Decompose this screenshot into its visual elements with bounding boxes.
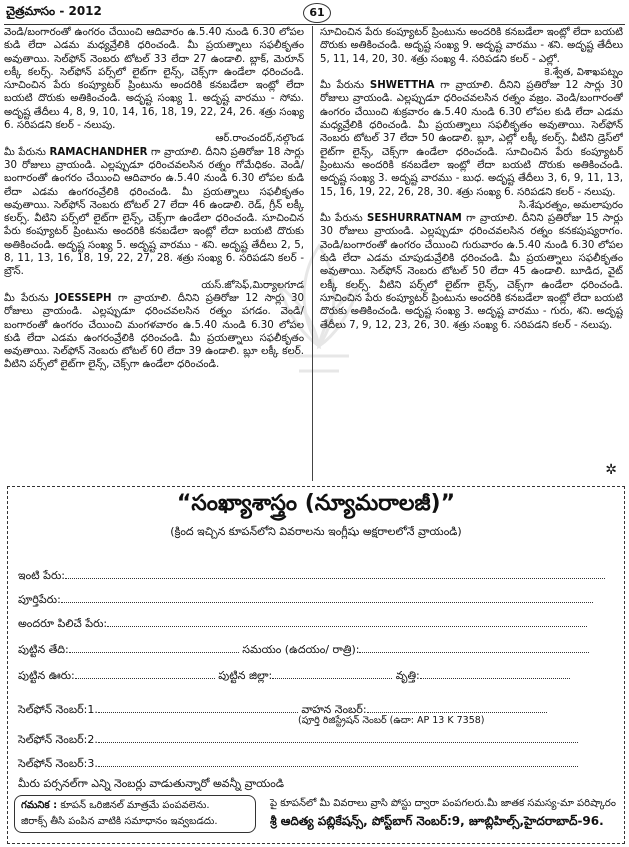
left-byline-2: యస్.జోసెఫ్,మిర్యాలగూడ <box>201 279 304 291</box>
cellphone-2-field[interactable] <box>18 731 578 747</box>
right-entry-3-text <box>320 212 623 332</box>
right-entry-1-text: సూచించిన పేరు కంప్యూటర్ ప్రింటును అందరికి కనబడేలా ఇంట్లో లేదా బయటి దొరుకు అతికించండి. అదృష్ట సంఖ్య 9. అదృష్ట వారము - శని. అదృష్ట తేదీలు 5, 11, 14, 20, 30. శత్రు సంఖ్య 4. సరిపడని కలర్ - ఎల్లో. <box>320 27 623 65</box>
coupon-subtitle: (క్రింద ఇచ్చిన కూపన్‌లోని వివరాలను ఇంగ్లీషు అక్షరాలలోనే వ్రాయండి) <box>170 525 462 538</box>
time-label: సమయం (ఉదయం/ రాత్రి): <box>242 643 360 656</box>
magazine-title: చైత్రమాసం - 2012 <box>6 4 102 18</box>
fullname-label: పూర్తిపేరు: <box>18 593 61 606</box>
numerology-coupon <box>7 486 625 844</box>
cellphone-2-label: సెల్‌ఫోన్ నెంబర్:2. <box>18 733 98 746</box>
left-entry-2-intro: మీ పేరును <box>4 146 50 158</box>
warning-label: గమనిక : <box>21 800 58 811</box>
left-entry-3-body: గా వ్రాయాలి. దీనిని ప్రతిరోజు 12 సార్లు 30 రోజులు వ్రాయండి. ఎల్లప్పుడూ ధరించవలసిన రత్నం పగడం. వెండి/బంగారంతో ఉంగరం చేయించి మంగళవారం ఉ.5.40 నుండి 6.30 లోపల కుడి లేదా ఎడమ ఉంగరంవ్రేలికి ధరించండి. మీ ప్రయత్నాలు సఫలీకృతం అవుతాయి. సెల్‌ఫోన్ నెంబరు టోటల్ 60 లేదా 39 ఉండాలి. బ్లూ లక్కీ కలర్. వీటిని పర్స్‌లో లైట్‌గా లైన్స్, చెక్స్‌గా ఉండేలా ధరించండి. <box>4 292 304 371</box>
right-entry-3-name: SESHURRATNAM <box>367 213 462 225</box>
dob-label: పుట్టిన తేది: <box>18 643 69 656</box>
left-byline-1: ఆర్.రాంచందర్,నల్గొండ <box>215 133 304 145</box>
right-entry-2-name: SHWETTHA <box>369 80 435 92</box>
callname-label: అందరూ పిలిచే పేరు: <box>18 617 108 630</box>
page-number: 61 <box>303 3 331 23</box>
vehicle-label: వాహన నెంబర్: <box>301 703 367 716</box>
end-star-icon: ✲ <box>605 461 617 478</box>
warning-line-1: కూపన్ ఒరిజినల్ మాత్రమే పంపవలెను. <box>57 800 210 811</box>
vehicle-hint: (పూర్తి రిజిస్ట్రేషన్ నెంబర్ (ఉదా: AP 13 K 7358) <box>298 715 485 726</box>
occupation-label: వృత్తి: <box>395 669 420 682</box>
callname-field[interactable] <box>18 615 587 631</box>
coupon-title: “సంఖ్యాశాస్త్రం (న్యూమరాలజీ)” <box>176 491 456 516</box>
right-entry-2-text <box>320 79 623 199</box>
coupon-footer-instruction: పై కూపన్‌లో మీ వివరాలు వ్రాసి పోస్టు ద్వారా పంపగలరు.మీ జాతక సమస్య-మా పరిష్కారం <box>270 798 616 809</box>
birthplace-label: పుట్టిన ఊరు: <box>18 669 75 682</box>
article-columns <box>4 26 625 481</box>
left-entry-2-body: గా వ్రాయాలి. దీనిని ప్రతిరోజు 18 సార్లు 30 రోజులు వ్రాయండి. ఎల్లప్పుడూ ధరించవలసిన రత్నం గోమేధికం. వెండి/బంగారంతో ఉంగరం చేయించి ఆదివారం ఉ.5.40 నుండి 6.30 లోపల కుడి లేదా ఎడమ ఉంగరంవ్రేలికి ధరించండి. మీ ప్రయత్నాలు సఫలీకృతం అవుతాయి. సెల్‌ఫోన్ నెంబరు టోటల్ 27 లేదా 46 ఉండాలి. రెడ్, గ్రీన్ లక్కీ కలర్స్. వీటిని పర్స్‌లో లైట్‌గా లైన్స్, చెక్స్‌గా ఉండేలా ధరించండి. సూచించిన పేరు కంప్యూటర్ ప్రింటును అందరికి కనబడేలా ఇంట్లో లేదా బయటి దొరుకు అతికించండి. అదృష్ట సంఖ్య 5. అదృష్ట వారము - శని. అదృష్ట తేదీలు 2, 5, 8, 11, 13, 16, 18, 19, 22, 27, 28. శత్రు సంఖ్య 6. సరిపడని కలర్ - బ్రౌన్. <box>4 146 304 278</box>
right-column <box>320 26 623 481</box>
left-entry-3-intro: మీ పేరును <box>4 292 55 304</box>
surname-label: ఇంటి పేరు: <box>18 569 66 582</box>
coupon-footer-address: శ్రీ ఆదిత్య పబ్లికేషన్స్, పోస్ట్‌బాగ్ నెంబర్:9, జూబ్లిహిల్స్,హైదరాబాద్-96. <box>270 814 604 828</box>
left-entry-2-name: RAMACHANDHER <box>49 146 148 158</box>
birthplace-field[interactable] <box>18 667 570 683</box>
right-entry-2-intro: మీ పేరును <box>320 80 370 92</box>
district-label: పుట్టిన జిల్లా: <box>218 669 273 682</box>
dob-field[interactable] <box>18 641 589 657</box>
cellphone-3-label: సెల్‌ఫోన్ నెంబర్:3. <box>18 757 98 770</box>
surname-field[interactable] <box>18 567 605 583</box>
right-byline-2: సి.శేషురత్నం, అమలాపురం <box>518 199 623 211</box>
right-entry-3-intro: మీ పేరును <box>320 213 368 225</box>
cellphone-1-label: సెల్‌ఫోన్ నెంబర్:1. <box>18 703 98 716</box>
right-entry-2-body: గా వ్రాయాలి. దీనిని ప్రతిరోజు 12 సార్లు 30 రోజులు వ్రాయండి. ఎల్లప్పుడూ ధరించవలసిన రత్నం వజ్రం. వెండి/బంగారంతో ఉంగరం చేయించి శుక్రవారం ఉ.5.40 నుండి 6.30 లోపల కుడి లేదా ఎడమ మధ్యవ్రేలికి ధరించండి. మీ ప్రయత్నాలు సఫలీకృతం అవుతాయి. సెల్‌ఫోన్ నెంబరు టోటల్ 37 లేదా 50 ఉండాలి. బ్లూ, ఎల్లో లక్కీ కలర్స్. వీటిని డ్రెస్‌లో లైట్‌గా లైన్స్, చెక్స్‌గా ఉండేలా ధరించండి. సూచించిన పేరు కంప్యూటర్ ప్రింటును అందరికి కనబడేలా ఇంట్లో లేదా బయటి దొరుకు అతికించండి. అదృష్ట సంఖ్య 3. అదృష్ట వారము - బుధ. అదృష్ట తేదీలు 3, 6, 9, 11, 13, 15, 16, 19, 22, 26, 28, 30. శత్రు సంఖ్య 6. సరిపడని కలర్ - నలుపు. <box>320 80 623 198</box>
warning-line-2: జిరాక్స్ తీసి పంపిన వాటికి సమాధానం ఇవ్వబడదు. <box>21 816 218 827</box>
page-header <box>4 2 625 25</box>
coupon-warning-box <box>14 795 256 833</box>
left-entry-1-text: వెండి/బంగారంతో ఉంగరం చేయించి ఆదివారం ఉ.5.40 నుండి 6.30 లోపల కుడి లేదా ఎడమ మధ్యవ్రేలికి ధరించండి. మీ ప్రయత్నాలు సఫలీకృతం అవుతాయి. సెల్‌ఫోన్ నెంబరు టోటల్ 33 లేదా 27 ఉండాలి. బ్లాక్, మెరూన్ లక్కీ కలర్స్. సెల్‌ఫోన్ పర్స్‌లో లైట్‌గా లైన్స్, చెక్స్‌గా ఉండేలా ధరించండి. సూచించిన పేరు కంప్యూటర్ ప్రింటును అందరికి కనబడేలా ఇంట్లో లేదా బయటి దొరుకు అతికించండి. అదృష్ట సంఖ్య 1. అదృష్ట వారము - సోమ. అదృష్ట తేదీలు 4, 8, 9, 10, 14, 16, 18, 19, 22, 24, 26. శత్రు సంఖ్య 6. సరిపడని కలర్ - నలుపు. <box>4 27 304 132</box>
coupon-note: మీరు పర్సనల్‌గా ఎన్ని నెంబర్లు వాడుతున్నారో అవన్నీ వ్రాయండి <box>18 777 284 790</box>
right-byline-1: కె.శ్వేత, విశాఖపట్నం <box>544 66 623 78</box>
fullname-field[interactable] <box>18 591 593 607</box>
cellphone-3-field[interactable] <box>18 755 578 771</box>
left-entry-3-name: JOESSEPH <box>55 292 112 304</box>
right-entry-3-body: గా వ్రాయాలి. దీనిని ప్రతిరోజు 15 సార్లు 30 రోజులు వ్రాయండి. ఎల్లప్పుడూ ధరించవలసిన రత్నం కనకపుష్యరాగం. వెండి/బంగారంతో ఉంగరం చేయించి గురువారం ఉ.5.40 నుండి 6.30 లోపల కుడి లేదా ఎడమ చూపుడువ్రేలికి ధరించండి. మీ ప్రయత్నాలు సఫలీకృతం అవుతాయి. సెల్‌ఫోన్ నెంబరు టోటల్ 50 లేదా 45 ఉండాలి. బూడిద, వైట్ లక్కీ కలర్స్. వీటిని పర్స్‌లో లైట్‌గా లైన్స్, చెక్స్‌గా ఉండేలా ధరించండి. సూచించిన పేరు కంప్యూటర్ ప్రింటును అందరికి కనబడేలా ఇంట్లో లేదా బయటి దొరుకు అతికించండి. అదృష్ట సంఖ్య 3. అదృష్ట వారము - గురు, శని. అదృష్ట తేదీలు 7, 9, 12, 23, 26, 30. శత్రు సంఖ్య 6. సరిపడని కలర్ - నలుపు. <box>320 213 623 331</box>
